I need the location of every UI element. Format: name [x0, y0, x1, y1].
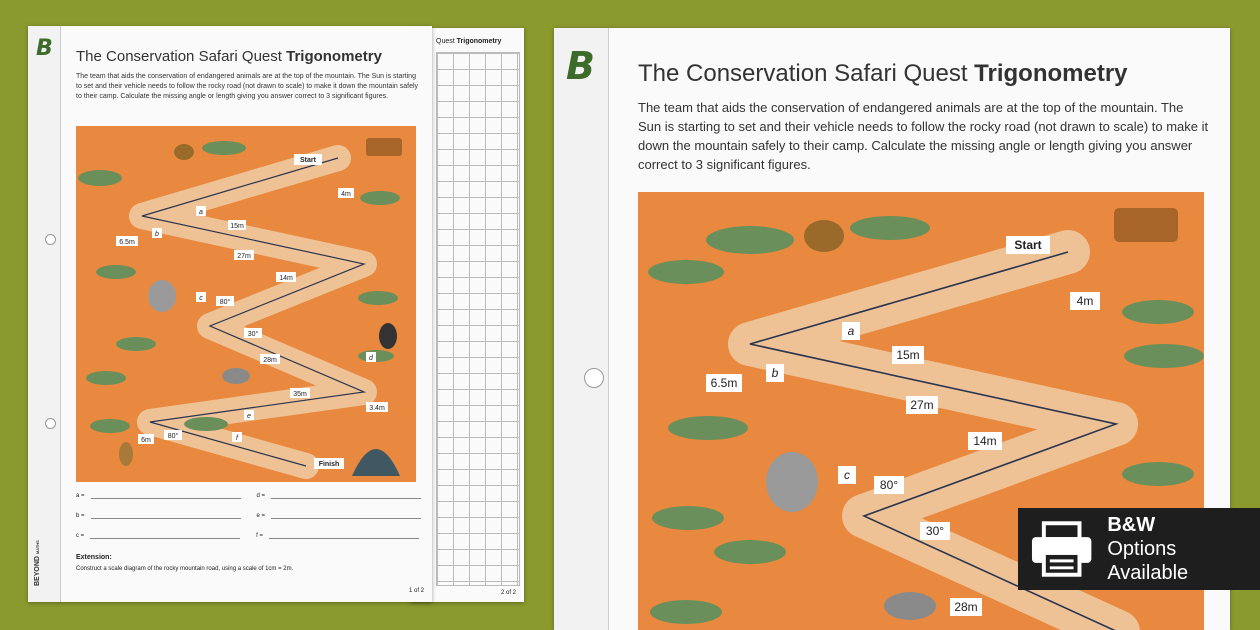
tree	[90, 419, 130, 433]
safari-road-map	[76, 126, 416, 482]
answer-field-b[interactable]	[91, 512, 241, 519]
worksheet-page-1	[28, 26, 432, 602]
brand-name: BEYOND	[34, 556, 41, 586]
label-80deg: 80°	[219, 299, 231, 306]
label-27m: 27m	[910, 398, 934, 412]
page-number-1: 1 of 2	[408, 588, 424, 594]
label-6-5m: 6.5m	[710, 376, 738, 390]
label-35m: 35m	[293, 391, 307, 398]
beyond-logo-icon: B	[566, 44, 595, 88]
label-6m: 6m	[141, 437, 151, 444]
tree	[648, 260, 724, 284]
tree	[1122, 462, 1194, 486]
answer-label-c: c =	[76, 533, 85, 539]
tree	[652, 506, 724, 530]
label-c: c	[844, 468, 850, 482]
jeep	[1114, 208, 1178, 242]
label-28m: 28m	[263, 357, 277, 364]
binder-strip-zoom	[554, 28, 609, 630]
answer-label-d: d =	[256, 493, 266, 499]
tree	[358, 291, 398, 305]
label-27m: 27m	[237, 253, 251, 260]
answer-field-d[interactable]	[271, 492, 421, 499]
elephant	[148, 280, 176, 312]
label-30deg: 30°	[925, 524, 945, 538]
page2-header	[436, 38, 501, 45]
answer-row	[76, 532, 419, 539]
answer-row	[76, 492, 421, 499]
label-f: f	[236, 435, 238, 442]
answer-field-c[interactable]	[90, 532, 240, 539]
label-a: a	[847, 324, 855, 338]
tree	[650, 600, 722, 624]
label-30deg: 30°	[247, 331, 259, 338]
tree	[1124, 344, 1204, 368]
page2-header-quest: Quest	[436, 38, 455, 45]
punch-hole	[45, 418, 56, 429]
label-a: a	[199, 209, 203, 216]
title-bold: Trigonometry	[286, 48, 382, 65]
elephant	[766, 452, 818, 512]
label-start: Start	[1014, 238, 1042, 252]
answer-label-a: a =	[76, 493, 85, 499]
tree	[668, 416, 748, 440]
badge-line2: Options Available	[1107, 538, 1189, 584]
label-b: b	[155, 231, 159, 238]
tree	[86, 371, 126, 385]
label-80deg: 80°	[879, 478, 899, 492]
label-b: b	[771, 366, 779, 380]
tree	[850, 216, 930, 240]
tent	[352, 449, 400, 476]
gorilla	[379, 323, 397, 349]
answer-field-f[interactable]	[269, 532, 419, 539]
label-4m: 4m	[1076, 294, 1094, 308]
page-title-zoom	[638, 60, 1128, 88]
label-finish: Finish	[318, 461, 340, 468]
label-6-5m: 6.5m	[119, 239, 135, 246]
label-15m: 15m	[230, 223, 244, 230]
squared-grid	[436, 52, 520, 586]
map-svg	[76, 126, 416, 482]
intro-text: The team that aids the conservation of endangered animals are at the top of the mountain. The Sun is starting to set and their vehicle needs to follow the rocky road (not drawn to scale) to make it down the mountain safely to their camp. Calculate the missing angle or length giving you answer correct to 3 significant figures.	[76, 73, 419, 100]
rhino	[222, 368, 250, 384]
label-28m: 28m	[954, 600, 978, 614]
answer-label-f: f =	[256, 533, 264, 539]
answer-label-b: b =	[76, 513, 85, 519]
label-14m: 14m	[279, 275, 293, 282]
brand-vertical	[34, 540, 41, 586]
punch-hole	[45, 234, 56, 245]
label-d: d	[369, 355, 373, 362]
label-15m: 15m	[896, 348, 920, 362]
answer-field-a[interactable]	[91, 492, 241, 499]
bw-options-badge	[1018, 508, 1260, 590]
tree	[184, 417, 228, 431]
cheetah	[119, 442, 133, 466]
tree	[96, 265, 136, 279]
extension-heading: Extension:	[76, 554, 112, 561]
title-main-zoom: The Conservation Safari Quest	[638, 60, 968, 87]
rhino	[884, 592, 936, 620]
badge-text	[1107, 513, 1260, 585]
answer-row	[76, 512, 421, 519]
answer-field-e[interactable]	[271, 512, 421, 519]
page-title	[76, 48, 382, 65]
title-bold-zoom: Trigonometry	[974, 60, 1128, 87]
lion	[804, 220, 844, 252]
tree	[78, 170, 122, 186]
label-3-4m: 3.4m	[369, 405, 385, 412]
label-4m: 4m	[341, 191, 351, 198]
tree	[202, 141, 246, 155]
tree	[706, 226, 794, 254]
jeep	[366, 138, 402, 156]
binder-strip	[28, 26, 61, 602]
badge-line1: B&W	[1107, 514, 1156, 536]
tree	[360, 191, 400, 205]
beyond-logo-icon: B	[36, 36, 53, 61]
page-number-2: 2 of 2	[500, 590, 516, 596]
tree	[116, 337, 156, 351]
label-80deg-b: 80°	[167, 433, 179, 440]
lion	[174, 144, 194, 160]
label-e: e	[247, 413, 251, 420]
label-c: c	[199, 295, 203, 302]
title-main: The Conservation Safari Quest	[76, 48, 282, 65]
tree	[1122, 300, 1194, 324]
brand-sub: MATHS	[35, 540, 40, 555]
page2-header-trig: Trigonometry	[456, 38, 502, 45]
answer-label-e: e =	[256, 513, 266, 519]
tree	[714, 540, 786, 564]
punch-hole	[584, 368, 604, 388]
label-start: Start	[300, 157, 316, 164]
printer-icon	[1028, 519, 1095, 579]
label-14m: 14m	[973, 434, 997, 448]
intro-text-zoom: The team that aids the conservation of endangered animals are at the top of the mountain. The Sun is starting to set and their vehicle needs to follow the rocky road (not drawn to scale) to make it down the mountain safely to their camp. Calculate the missing angle or length giving you answer correct to 3 significant figures.	[638, 100, 1209, 172]
extension-text: Construct a scale diagram of the rocky mountain road, using a scale of 1cm = 2m.	[76, 566, 294, 572]
